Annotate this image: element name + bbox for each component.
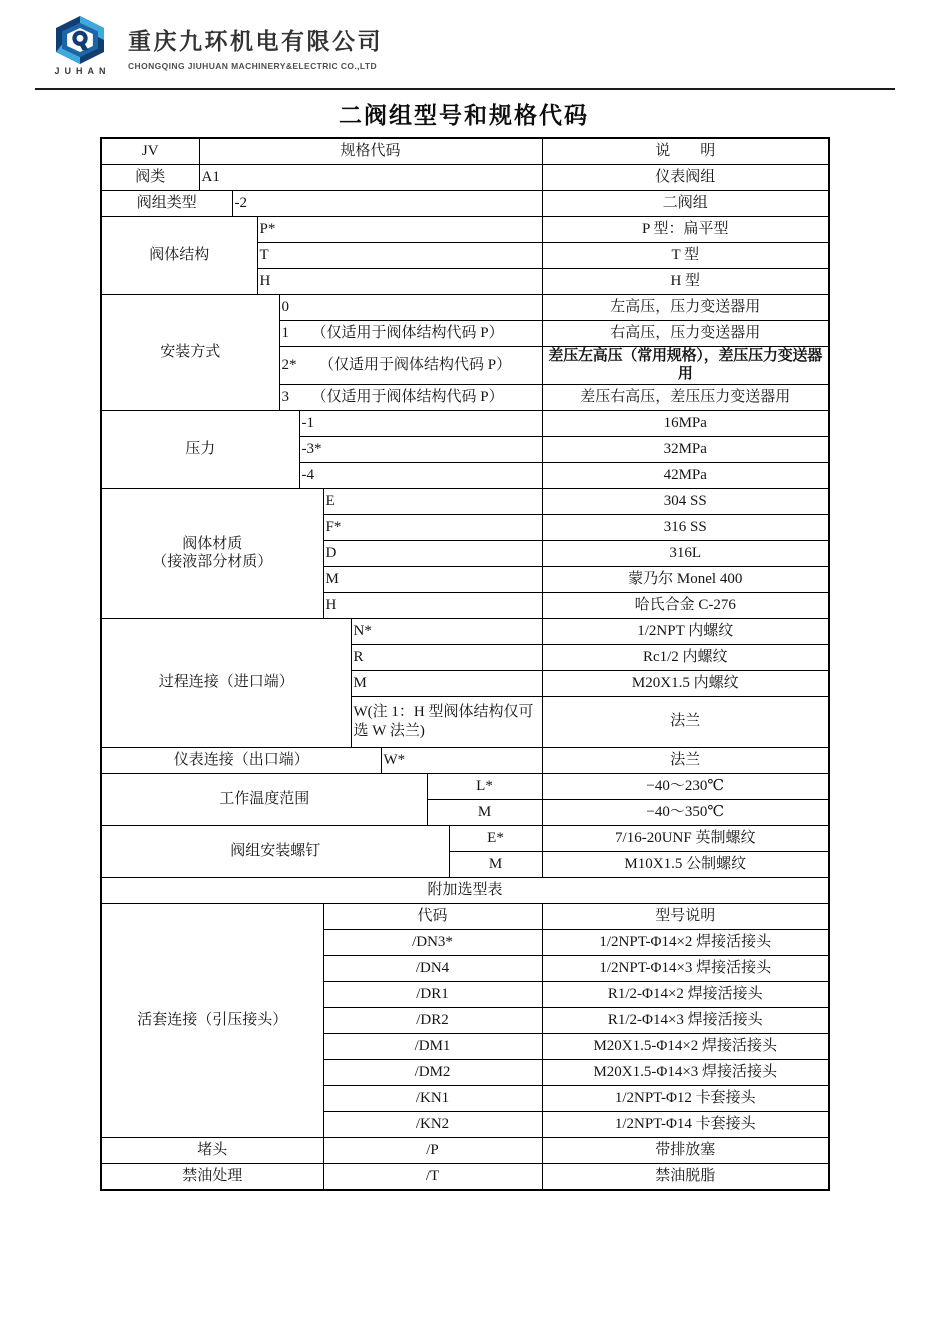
body-structure-label: 阀体结构 [101,217,257,295]
header-divider [35,88,895,90]
union-connection-desc: R1/2-Φ14×3 焊接活接头 [542,1007,829,1033]
plug-code: /P [323,1137,542,1163]
table-row [101,191,829,217]
body-structure-code: H [257,269,542,295]
union-connection-label: 活套连接（引压接头） [101,903,323,1137]
addon-head-desc: 型号说明 [542,903,829,929]
union-connection-code: /DN4 [323,955,542,981]
table-row [101,1163,829,1190]
process-connection-code: N* [351,618,542,644]
table-row [101,410,829,436]
process-connection-code: W(注 1：H 型阀体结构仅可选 W 法兰) [351,696,542,747]
head-spec-code: 规格代码 [199,138,542,165]
oil-free-label: 禁油处理 [101,1163,323,1190]
head-model-prefix: JV [101,138,199,165]
table-row [101,1137,829,1163]
process-connection-code: M [351,670,542,696]
company-name-cn: 重庆九环机电有限公司 [128,28,383,54]
hexagon-logo-icon [48,16,112,64]
mounting-label: 安装方式 [101,295,279,411]
instrument-connection-desc: 法兰 [542,747,829,773]
table-row [101,747,829,773]
union-connection-desc: M20X1.5-Φ14×2 焊接活接头 [542,1033,829,1059]
table-row [101,138,829,165]
material-code: D [323,540,542,566]
union-connection-desc: 1/2NPT-Φ14 卡套接头 [542,1111,829,1137]
pressure-label: 压力 [101,410,299,488]
table-row [101,773,829,799]
table-row [101,295,829,321]
process-connection-label: 过程连接（进口端） [101,618,351,747]
body-structure-desc: H 型 [542,269,829,295]
group-type-label: 阀组类型 [101,191,232,217]
union-connection-code: /KN2 [323,1111,542,1137]
union-connection-desc: 1/2NPT-Φ14×3 焊接活接头 [542,955,829,981]
mounting-screws-desc: 7/16-20UNF 英制螺纹 [542,825,829,851]
union-connection-desc: R1/2-Φ14×2 焊接活接头 [542,981,829,1007]
process-connection-desc: 法兰 [542,696,829,747]
temperature-desc: −40～230℃ [542,773,829,799]
pressure-desc: 16MPa [542,410,829,436]
process-connection-code: R [351,644,542,670]
instrument-connection-label: 仪表连接（出口端） [101,747,381,773]
table-row [101,903,829,929]
oil-free-code: /T [323,1163,542,1190]
union-connection-desc: M20X1.5-Φ14×3 焊接活接头 [542,1059,829,1085]
body-structure-desc: P 型：扁平型 [542,217,829,243]
union-connection-code: /DN3* [323,929,542,955]
pressure-code: -3* [299,436,542,462]
table-row [101,825,829,851]
plug-desc: 带排放塞 [542,1137,829,1163]
mounting-desc: 差压左高压（常用规格），差压压力变送器用 [542,347,829,385]
pressure-code: -4 [299,462,542,488]
group-type-desc: 二阀组 [542,191,829,217]
mounting-code: 0 [279,295,542,321]
table-row [101,217,829,243]
material-desc: 哈氏合金 C-276 [542,592,829,618]
material-code: H [323,592,542,618]
material-desc: 蒙乃尔 Monel 400 [542,566,829,592]
mounting-code: 1 （仅适用于阀体结构代码 P） [279,321,542,347]
addon-section-title: 附加选型表 [101,877,829,903]
union-connection-code: /KN1 [323,1085,542,1111]
mounting-screws-label: 阀组安装螺钉 [101,825,449,877]
letterhead [48,16,383,76]
page-title: 二阀组型号和规格代码 [339,103,589,128]
process-connection-desc: Rc1/2 内螺纹 [542,644,829,670]
union-connection-desc: 1/2NPT-Φ14×2 焊接活接头 [542,929,829,955]
body-structure-code: T [257,243,542,269]
material-label-line1: 阀体材质 [182,535,243,552]
table-row [101,618,829,644]
temperature-code: M [427,799,542,825]
pressure-code: -1 [299,410,542,436]
material-code: F* [323,514,542,540]
material-desc: 304 SS [542,488,829,514]
plug-label: 堵头 [101,1137,323,1163]
company-names [128,16,383,71]
union-connection-code: /DM2 [323,1059,542,1085]
valve-class-code: A1 [199,165,542,191]
group-type-code: -2 [232,191,542,217]
company-name-en: CHONGQING JIUHUAN MACHINERY&ELECTRIC CO.,LTD [128,61,377,71]
process-connection-desc: M20X1.5 内螺纹 [542,670,829,696]
mounting-screws-desc: M10X1.5 公制螺纹 [542,851,829,877]
material-desc: 316 SS [542,514,829,540]
material-label-line2: （接液部分材质） [152,554,273,571]
union-connection-code: /DM1 [323,1033,542,1059]
body-structure-code: P* [257,217,542,243]
mounting-screws-code: E* [449,825,542,851]
material-desc: 316L [542,540,829,566]
temperature-code: L* [427,773,542,799]
pressure-desc: 42MPa [542,462,829,488]
union-connection-code: /DR1 [323,981,542,1007]
pressure-desc: 32MPa [542,436,829,462]
material-code: E [323,488,542,514]
temperature-desc: −40～350℃ [542,799,829,825]
mounting-screws-code: M [449,851,542,877]
spec-table [100,137,830,1191]
logo-wordmark: JUHAN [54,66,111,76]
addon-head-code: 代码 [323,903,542,929]
process-connection-desc: 1/2NPT 内螺纹 [542,618,829,644]
mounting-desc: 右高压，压力变送器用 [542,321,829,347]
mounting-code: 3 （仅适用于阀体结构代码 P） [279,384,542,410]
union-connection-desc: 1/2NPT-Φ12 卡套接头 [542,1085,829,1111]
valve-class-desc: 仪表阀组 [542,165,829,191]
mounting-desc: 差压右高压，差压压力变送器用 [542,384,829,410]
temperature-label: 工作温度范围 [101,773,427,825]
instrument-connection-code: W* [381,747,542,773]
table-row [101,165,829,191]
material-label [101,488,323,618]
mounting-desc: 左高压，压力变送器用 [542,295,829,321]
oil-free-desc: 禁油脱脂 [542,1163,829,1190]
company-logo [48,16,112,76]
table-row [101,877,829,903]
mounting-code: 2* （仅适用于阀体结构代码 P） [279,347,542,385]
table-row [101,488,829,514]
valve-class-label: 阀类 [101,165,199,191]
union-connection-code: /DR2 [323,1007,542,1033]
body-structure-desc: T 型 [542,243,829,269]
material-code: M [323,566,542,592]
head-description: 说 明 [542,138,829,165]
